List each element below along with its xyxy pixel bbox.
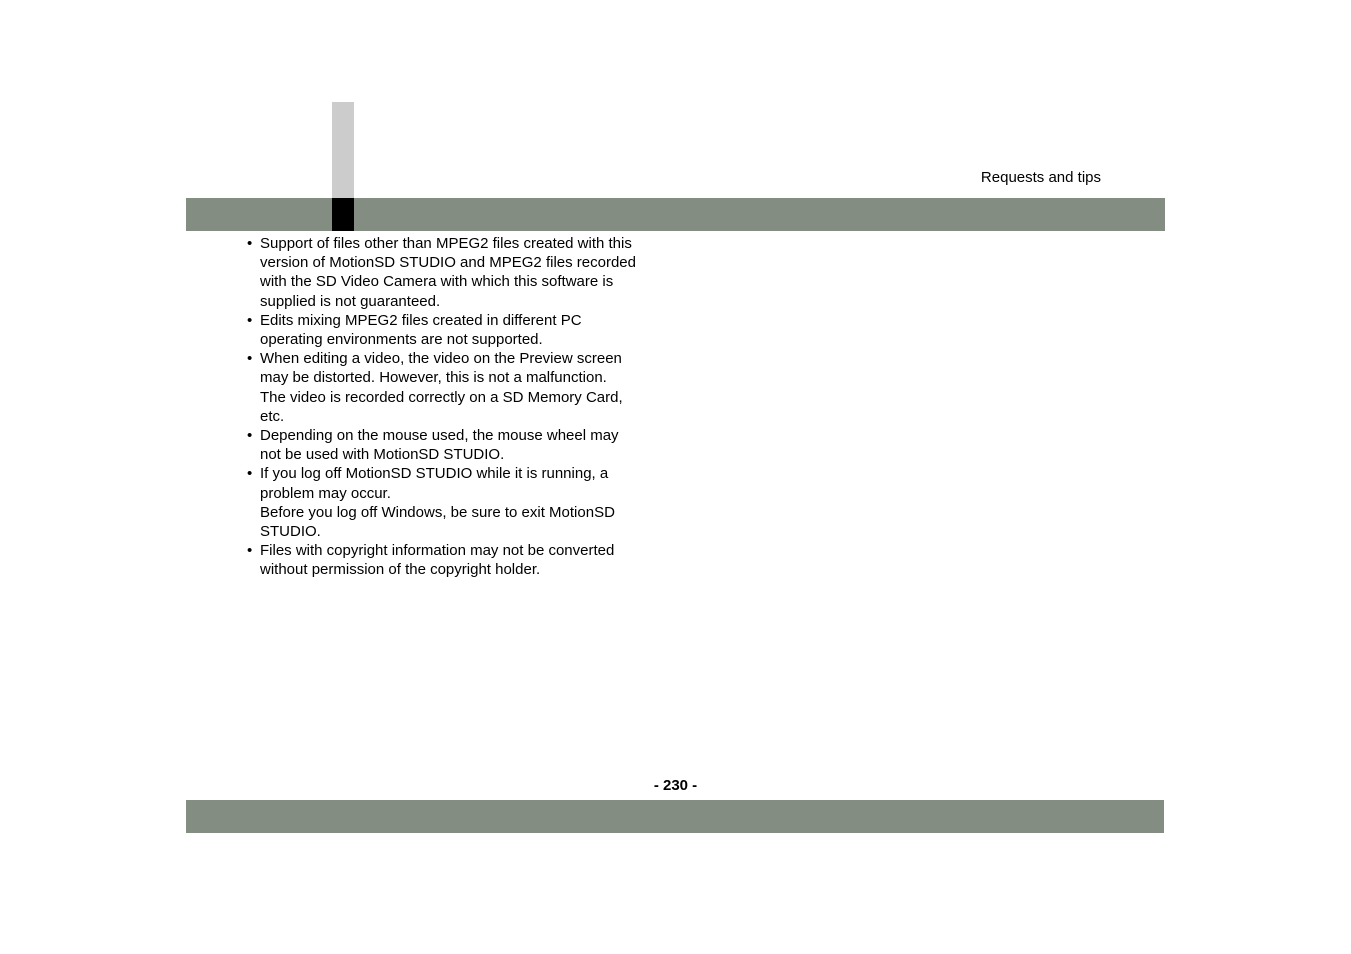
bullet-text-line: may be distorted. However, this is not a malfunction. [260, 369, 607, 387]
footer-band [186, 800, 1164, 833]
bullet-text-line: etc. [260, 407, 285, 425]
bullet-text-line: Edits mixing MPEG2 files created in different PC [260, 311, 582, 329]
bullet-item [247, 541, 667, 579]
bullet-icon: • [247, 542, 253, 560]
bullet-icon: • [247, 427, 253, 445]
bullet-icon: • [247, 235, 253, 252]
bullet-text-line: Before you log off Windows, be sure to exit MotionSD [260, 503, 615, 521]
bullet-item [247, 349, 667, 426]
page-number: - 230 - [653, 777, 698, 794]
bullet-text-line: version of MotionSD STUDIO and MPEG2 files recorded [260, 254, 636, 272]
bullet-text-line: operating environments are not supported. [260, 331, 543, 349]
section-title: Requests and tips [980, 169, 1101, 186]
bullet-list [247, 234, 667, 580]
bullet-text-line: The video is recorded correctly on a SD Memory Card, [260, 388, 623, 406]
bullet-icon: • [247, 311, 253, 329]
bullet-icon: • [247, 350, 253, 368]
bullet-item [247, 234, 667, 311]
bullet-text-line: Depending on the mouse used, the mouse wheel may [260, 427, 619, 445]
bullet-text-line: with the SD Video Camera with which this software is [260, 273, 614, 291]
bullet-text-line: Support of files other than MPEG2 files created with this [260, 235, 632, 252]
bullet-text-line: If you log off MotionSD STUDIO while it is running, a [260, 465, 609, 483]
bullet-item [247, 311, 667, 349]
header-tab-light [332, 102, 354, 198]
bullet-text-line: STUDIO. [260, 523, 321, 541]
bullet-item [247, 464, 667, 541]
bullet-text-line: not be used with MotionSD STUDIO. [260, 446, 505, 464]
bullet-text-line: Files with copyright information may not be converted [260, 542, 615, 560]
bullet-text-line: supplied is not guaranteed. [260, 292, 441, 310]
bullet-text-line: problem may occur. [260, 484, 391, 502]
bullet-item [247, 426, 667, 464]
header-tab-dark [332, 198, 354, 231]
bullet-text-line: without permission of the copyright holder. [260, 561, 541, 579]
bullet-text-line: When editing a video, the video on the Preview screen [260, 350, 622, 368]
bullet-icon: • [247, 465, 253, 483]
